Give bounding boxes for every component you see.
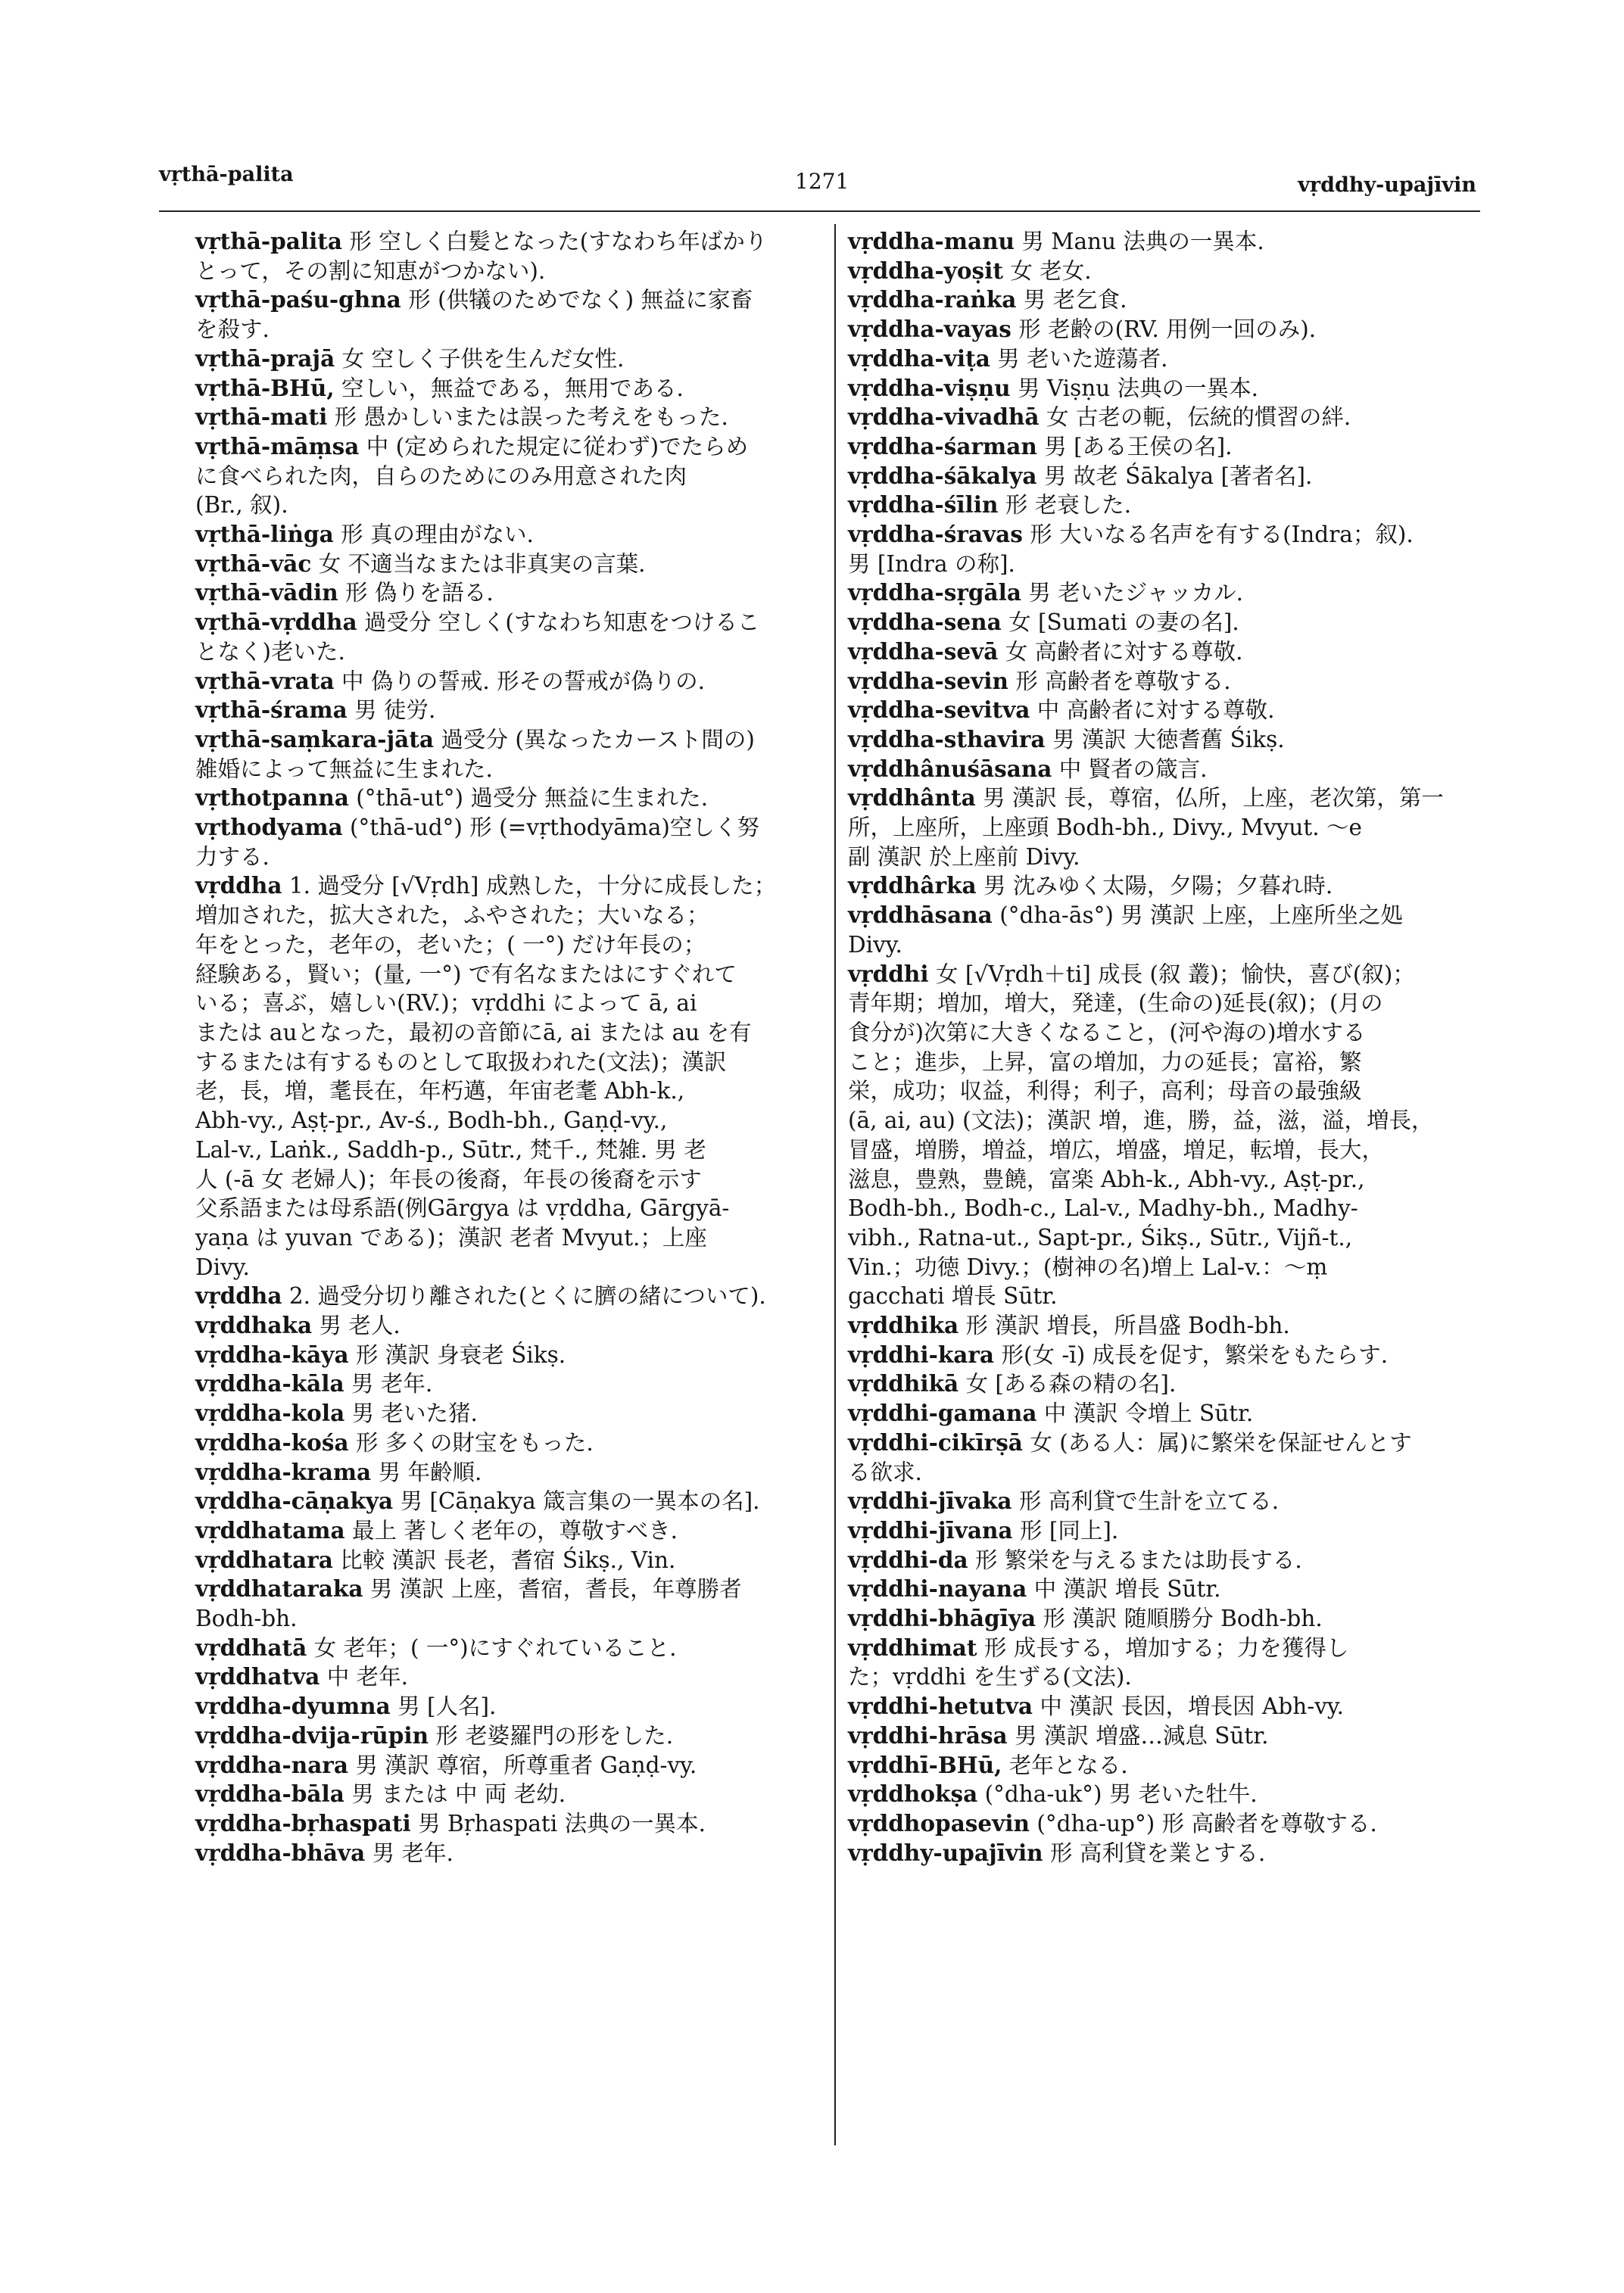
dictionary-entry <box>195 1721 824 1751</box>
definition-text: 男 老いたジャッカル. <box>1028 580 1244 606</box>
definition-text: 男 Bṛhaspati 法典の一異本. <box>418 1810 706 1837</box>
dictionary-entry <box>848 960 1480 1311</box>
definition-text: (°dha-ās°) 男 漢訳 上座，上座所坐之処 <box>999 902 1404 929</box>
headword: vṛddhī-BHū, <box>848 1751 1002 1778</box>
headword: vṛddha-kośa <box>195 1428 349 1456</box>
definition-text: (°thā-ud°) 形 (=vṛthodyāma)空しく努 <box>350 815 759 841</box>
definition-text: 女 不適当なまたは非真実の言葉. <box>318 550 646 577</box>
definition-text: 女 [Sumati の妻の名]. <box>1008 609 1239 636</box>
headword: vṛddha-śarman <box>848 432 1037 460</box>
headword: vṛddhi <box>848 960 929 987</box>
headword: vṛthā-vādin <box>195 579 338 606</box>
definition-text: 1. 過受分 [√Vṛdh] 成熟した，十分に成長した； <box>288 873 777 899</box>
definition-text: 男 Manu 法典の一異本. <box>1021 229 1264 254</box>
definition-text: 形 [同上]. <box>1019 1517 1119 1544</box>
definition-text: 中 高齢者に対する尊敬. <box>1036 697 1275 724</box>
definition-text: 形 漢訳 随順勝分 Bodh-bh. <box>1043 1606 1323 1632</box>
dictionary-entry <box>195 344 824 374</box>
dictionary-entry <box>848 257 1480 286</box>
dictionary-entry <box>195 1341 824 1370</box>
definition-continuation: Vin.；功徳 Divy.；(樹神の名)増上 Lal-v.：～ṃ <box>848 1254 1328 1280</box>
definition-continuation: 人 (-ā 女 老婦人)；年長の後裔，年長の後裔を示す <box>195 1166 702 1192</box>
headword: vṛddhopasevin <box>848 1809 1030 1837</box>
definition-text: 男 漢訳 増盛…減息 Sūtr. <box>1015 1722 1269 1749</box>
definition-text: 形(女 -ī) 成長を促す，繁栄をもたらす. <box>1001 1341 1389 1368</box>
definition-text: 男 老年. <box>351 1371 433 1397</box>
definition-continuation: 男 [Indra の称]. <box>848 550 1015 577</box>
definition-continuation: Bodh-bh. <box>195 1606 298 1632</box>
dictionary-entry <box>195 1575 824 1633</box>
headword: vṛthā-liṅga <box>195 521 334 548</box>
dictionary-entry <box>848 1311 1480 1341</box>
definition-text: 形 (供犠のためでなく) 無益に家畜 <box>408 287 753 313</box>
definition-text: 形 漢訳 増長，所昌盛 Bodh-bh. <box>965 1313 1290 1339</box>
definition-continuation: 力する. <box>195 843 270 870</box>
definition-text: 形 空しく白髪となった(すなわち年ばかり <box>349 229 768 254</box>
definition-text: 女 [ある森の精の名]. <box>965 1371 1177 1397</box>
headword: vṛthā-BHū, <box>195 374 335 401</box>
definition-text: 空しい，無益である，無用である. <box>341 375 684 401</box>
definition-text: 形 高利貸で生計を立てる. <box>1018 1488 1280 1515</box>
definition-continuation: こと；進歩，上昇，富の増加，力の延長；富裕，繁 <box>848 1048 1362 1075</box>
headword: vṛddhârka <box>848 872 977 899</box>
definition-continuation: 所，上座所，上座頭 Bodh-bh., Divy., Mvyut. ～e <box>848 815 1362 841</box>
headword: vṛthā-prajā <box>195 344 335 372</box>
definition-text: 男 漢訳 尊宿，所尊重者 Gaṇḍ-vy. <box>355 1752 697 1778</box>
dictionary-entry <box>848 578 1480 608</box>
headword: vṛddha-viṣṇu <box>848 374 1011 401</box>
dictionary-entry <box>848 432 1480 462</box>
definition-continuation: Bodh-bh., Bodh-c., Lal-v., Madhy-bh., Madhy- <box>848 1195 1358 1222</box>
definition-text: 過受分 (異なったカースト間の) <box>441 726 755 752</box>
headword: vṛddhimat <box>848 1634 977 1661</box>
dictionary-entry <box>195 1369 824 1399</box>
definition-text: 中 漢訳 長因，増長因 Abh-vy. <box>1040 1693 1344 1720</box>
definition-text: 男 Viṣṇu 法典の一異本. <box>1018 375 1258 401</box>
headword: vṛddha-manu <box>848 228 1015 254</box>
headword: vṛddhokṣa <box>848 1781 978 1808</box>
definition-text: 形 成長する，増加する；力を獲得し <box>983 1634 1349 1661</box>
dictionary-entry <box>848 1634 1480 1692</box>
headword: vṛddha-śravas <box>848 521 1023 548</box>
dictionary-entry <box>848 1399 1480 1428</box>
definition-continuation: vibh., Ratna-ut., Sapt-pr., Śikṣ., Sūtr., Vijñ-t., <box>848 1224 1353 1251</box>
dictionary-entry <box>195 1487 824 1516</box>
definition-continuation: 青年期；増加，増大，発達，(生命の)延長(叙)；(月の <box>848 990 1383 1017</box>
definition-text: 男 漢訳 上座，耆宿，耆長，年尊勝者 <box>369 1576 742 1603</box>
headword: vṛddha-raṅka <box>848 286 1017 313</box>
dictionary-entry <box>848 608 1480 637</box>
definition-text: 男 老いた猪. <box>351 1400 478 1427</box>
dictionary-entry <box>195 1399 824 1428</box>
definition-text: 比較 漢訳 長老，耆宿 Śikṣ., Vin. <box>340 1547 676 1573</box>
headword: vṛddha-bāla <box>195 1781 344 1808</box>
headword: vṛddha-sṛgāla <box>848 579 1021 606</box>
definition-text: 形 多くの財宝をもった. <box>355 1429 594 1456</box>
headword: vṛddhânuśāsana <box>848 755 1052 782</box>
running-head <box>159 155 1476 201</box>
dictionary-entry <box>195 1634 824 1663</box>
headword: vṛddha-bhāva <box>195 1839 366 1866</box>
headword: vṛddhaka <box>195 1312 313 1339</box>
headword: vṛddhi-jīvaka <box>848 1488 1012 1515</box>
definition-continuation: Divy. <box>848 931 902 958</box>
right-column <box>848 227 1480 1868</box>
definition-text: 男 老年. <box>372 1840 454 1866</box>
definition-continuation: Abh-vy., Aṣṭ-pr., Av-ś., Bodh-bh., Gaṇḍ-vy., <box>195 1108 668 1134</box>
definition-text: 男 故老 Śākalya [著者名]. <box>1043 463 1313 489</box>
headword: vṛddha <box>195 872 282 899</box>
definition-text: 男 または 中 両 老幼. <box>351 1781 566 1808</box>
dictionary-entry <box>848 1751 1480 1781</box>
headword: vṛthā-māṃsa <box>195 432 360 460</box>
dictionary-entry <box>195 432 824 520</box>
definition-continuation: 食分が)次第に大きくなること，(河や海の)増水する <box>848 1019 1366 1045</box>
dictionary-entry <box>195 1311 824 1341</box>
definition-text: 過受分 空しく(すなわち知恵をつけるこ <box>364 609 760 636</box>
left-column <box>195 227 824 1868</box>
headword: vṛddhi-nayana <box>848 1575 1027 1603</box>
definition-text: 形 繁栄を与えるまたは助長する. <box>974 1547 1302 1573</box>
headword: vṛddhi-jīvana <box>848 1516 1013 1544</box>
headword: vṛthā-vāc <box>195 550 312 577</box>
definition-continuation: 父系語または母系語(例Gārgya は vṛddha, Gārgyā- <box>195 1195 730 1222</box>
dictionary-entry <box>195 784 824 813</box>
definition-continuation: 滋息，豊熟，豊饒，富楽 Abh-k., Abh-vy., Aṣṭ-pr., <box>848 1166 1365 1192</box>
definition-continuation: た；vṛddhi を生ずる(文法). <box>848 1664 1132 1690</box>
headword: vṛddhânta <box>848 784 976 812</box>
dictionary-entry <box>848 637 1480 667</box>
dictionary-entry <box>848 1692 1480 1721</box>
definition-text: 中 漢訳 令増上 Sūtr. <box>1043 1400 1254 1427</box>
definition-text: 中 (定められた規定に従わず)でたらめ <box>366 433 749 460</box>
right-guideword: vṛddhy-upajīvin <box>1298 173 1476 197</box>
definition-continuation: 栄，成功；収益，利得；利子，高利；母音の最強級 <box>848 1078 1362 1104</box>
headword: vṛddha <box>195 1282 282 1310</box>
left-guideword: vṛthā-palita <box>159 163 294 186</box>
definition-continuation: に食べられた肉，自らのためにのみ用意された肉 <box>195 463 687 489</box>
definition-continuation: る欲求. <box>848 1459 922 1485</box>
dictionary-entry <box>848 1546 1480 1575</box>
headword: vṛddha-kāla <box>195 1370 344 1397</box>
dictionary-entry <box>848 374 1480 403</box>
headword: vṛthā-paśu-ghna <box>195 286 401 313</box>
dictionary-entry <box>195 1751 824 1781</box>
dictionary-entry <box>195 871 824 1282</box>
dictionary-entry <box>848 403 1480 432</box>
definition-text: 中 賢者の箴言. <box>1058 756 1208 782</box>
headword: vṛddha-dvija-rūpin <box>195 1721 429 1749</box>
dictionary-entry <box>848 755 1480 784</box>
definition-text: 2. 過受分切り離された(とくに臍の緒について). <box>288 1283 766 1310</box>
definition-text: 形 偽りを語る. <box>345 580 494 606</box>
dictionary-entry <box>195 1839 824 1868</box>
dictionary-entry <box>848 871 1480 901</box>
headword: vṛddhatara <box>195 1546 333 1573</box>
definition-continuation: 経験ある，賢い；(量, 一°) で有名なまたはにすぐれて <box>195 961 737 987</box>
dictionary-entry <box>195 667 824 696</box>
headword: vṛddhi-kara <box>848 1341 995 1368</box>
dictionary-entry <box>195 725 824 784</box>
headword: vṛddha-nara <box>195 1751 348 1778</box>
dictionary-entry <box>195 550 824 579</box>
headword: vṛddhi-cikīrṣā <box>848 1428 1023 1456</box>
headword: vṛddhi-gamana <box>848 1400 1037 1427</box>
dictionary-entry <box>848 725 1480 755</box>
definition-text: 形 高利貸を業とする. <box>1050 1840 1266 1866</box>
definition-text: 形 真の理由がない. <box>341 522 534 548</box>
dictionary-entry <box>195 227 824 285</box>
dictionary-entry <box>195 578 824 608</box>
definition-continuation: 年をとった，老年の，老いた；( 一°) だけ年長の； <box>195 931 706 958</box>
definition-text: (°thā-ut°) 過受分 無益に生まれた. <box>356 785 709 812</box>
definition-text: 老年となる. <box>1008 1752 1128 1778</box>
definition-text: 中 老年. <box>326 1664 409 1690</box>
headword: vṛthā-palita <box>195 228 343 254</box>
definition-continuation: 冒盛，増勝，増益，増広，増盛，増足，転増，長大， <box>848 1136 1385 1163</box>
dictionary-entry <box>848 696 1480 725</box>
headword: vṛddha-krama <box>195 1458 372 1485</box>
dictionary-entry <box>848 1516 1480 1546</box>
headword: vṛddhataraka <box>195 1575 363 1603</box>
definition-text: 形 高齢者を尊敬する. <box>1015 668 1231 694</box>
dictionary-entry <box>848 1575 1480 1604</box>
headword: vṛddha-cāṇakya <box>195 1488 394 1515</box>
headword: vṛddhi-hetutva <box>848 1693 1033 1720</box>
definition-text: 女 古老の軛，伝統的慣習の絆. <box>1046 404 1351 431</box>
definition-text: 女 老女. <box>1010 257 1092 284</box>
dictionary-entry <box>195 1692 824 1721</box>
definition-text: 女 空しく子供を生んだ女性. <box>341 345 625 372</box>
definition-continuation: 老，長，増，耄長在，年朽邁，年宙老耄 Abh-k., <box>195 1078 685 1104</box>
headword: vṛddha-sthavira <box>848 725 1046 752</box>
headword: vṛthotpanna <box>195 784 349 812</box>
headword: vṛddhāsana <box>848 902 993 929</box>
headword: vṛddhy-upajīvin <box>848 1839 1043 1866</box>
definition-text: 男 年齢順. <box>378 1459 482 1485</box>
headword: vṛddha-śākalya <box>848 462 1037 489</box>
headword: vṛthā-vṛddha <box>195 609 357 636</box>
definition-continuation: yaṇa は yuvan である)；漢訳 老者 Mvyut.；上座 <box>195 1224 707 1251</box>
dictionary-entry <box>195 285 824 344</box>
dictionary-entry <box>848 491 1480 520</box>
definition-text: 形 老衰した. <box>1005 492 1132 519</box>
dictionary-entry <box>195 608 824 666</box>
column-divider <box>834 224 836 2145</box>
definition-continuation: とって，その割に知恵がつかない). <box>195 257 546 284</box>
headword: vṛthā-mati <box>195 403 328 431</box>
headword: vṛthā-vrata <box>195 667 335 694</box>
definition-text: 男 [ある王侯の名]. <box>1044 433 1233 460</box>
headword: vṛddha-sevin <box>848 667 1008 694</box>
definition-text: 男 沈みゆく太陽，夕陽；夕暮れ時. <box>983 873 1333 899</box>
definition-text: 女 (ある人：属)に繁栄を保証せんとす <box>1030 1429 1412 1456</box>
headword: vṛddha-sena <box>848 609 1002 636</box>
definition-text: 最上 著しく老年の，尊敬すべき. <box>351 1517 678 1544</box>
headword: vṛthodyama <box>195 814 343 841</box>
dictionary-entry <box>195 520 824 550</box>
headword: vṛddhi-da <box>848 1546 968 1573</box>
headword: vṛthā-saṃkara-jāta <box>195 725 435 752</box>
headword: vṛddha-vivadhā <box>848 403 1040 431</box>
headword: vṛddhika <box>848 1312 959 1339</box>
dictionary-entry <box>848 1369 1480 1399</box>
definition-text: (°dha-up°) 形 高齢者を尊敬する. <box>1036 1810 1377 1837</box>
headword: vṛddha-sevitva <box>848 696 1030 724</box>
dictionary-entry <box>195 1458 824 1488</box>
dictionary-entry <box>848 1839 1480 1868</box>
definition-continuation: を殺す. <box>195 316 270 343</box>
headword: vṛddhikā <box>848 1370 959 1397</box>
definition-continuation: (ā, ai, au) (文法)；漢訳 増，進，勝，益，滋，溢，増長， <box>848 1108 1434 1134</box>
headword: vṛddha-bṛhaspati <box>195 1809 411 1837</box>
dictionary-entry <box>848 901 1480 959</box>
definition-text: 形 老齢の(RV. 用例一回のみ). <box>1018 316 1317 343</box>
headword: vṛddhatama <box>195 1516 345 1544</box>
definition-continuation: いる；喜ぶ，嬉しい(RV.)；vṛddhi によって ā, ai <box>195 990 697 1017</box>
definition-text: 中 偽りの誓戒. 形その誓戒が偽りの. <box>341 668 706 694</box>
definition-continuation: となく)老いた. <box>195 638 345 665</box>
dictionary-entry <box>848 667 1480 696</box>
dictionary-entry <box>848 1604 1480 1634</box>
dictionary-entry <box>195 403 824 432</box>
dictionary-entry <box>848 1487 1480 1516</box>
definition-text: 形 老婆羅門の形をした. <box>435 1722 674 1749</box>
headword: vṛthā-śrama <box>195 696 348 724</box>
dictionary-entry <box>195 813 824 871</box>
dictionary-entry <box>848 784 1480 871</box>
definition-text: 男 漢訳 大徳耆舊 Śikṣ. <box>1052 726 1285 752</box>
headword: vṛddhatā <box>195 1634 307 1661</box>
dictionary-entry <box>195 1809 824 1839</box>
definition-text: 女 高齢者に対する尊敬. <box>1005 638 1243 665</box>
headword: vṛddha-dyumna <box>195 1693 391 1720</box>
definition-continuation: gacchati 増長 Sūtr. <box>848 1283 1058 1310</box>
headword: vṛddha-viṭa <box>848 344 990 372</box>
dictionary-entry <box>195 1428 824 1458</box>
definition-text: 男 漢訳 長，尊宿，仏所，上座，老次第，第一 <box>983 785 1444 812</box>
headword: vṛddha-sevā <box>848 637 999 665</box>
headword: vṛddhi-hrāsa <box>848 1721 1008 1749</box>
dictionary-entry <box>195 1780 824 1809</box>
definition-text: 形 大いなる名声を有する(Indra；叙). <box>1030 522 1414 548</box>
dictionary-entry <box>848 1341 1480 1370</box>
dictionary-entry <box>848 462 1480 491</box>
definition-continuation: (Br., 叙). <box>195 492 288 519</box>
definition-text: 形 愚かしいまたは誤った考えをもった. <box>334 404 728 431</box>
definition-continuation: するまたは有するものとして取扱われた(文法)；漢訳 <box>195 1048 727 1075</box>
definition-text: 女 [√Vṛdh＋ti] 成長 (叙 叢)；愉快，喜び(叙)； <box>935 961 1415 987</box>
headword: vṛddhi-bhāgīya <box>848 1605 1036 1632</box>
dictionary-entry <box>195 374 824 403</box>
definition-continuation: Divy. <box>195 1254 250 1280</box>
dictionary-entry <box>848 1721 1480 1751</box>
definition-text: 男 老人. <box>319 1313 401 1339</box>
headword: vṛddha-kola <box>195 1400 345 1427</box>
dictionary-entry <box>848 1780 1480 1809</box>
definition-continuation: 増加された，拡大された，ふやされた；大いなる； <box>195 902 709 929</box>
header-rule <box>159 210 1480 212</box>
headword: vṛddha-kāya <box>195 1341 349 1368</box>
dictionary-entry <box>848 520 1480 578</box>
definition-text: (°dha-uk°) 男 老いた牡牛. <box>984 1781 1258 1808</box>
definition-text: 形 漢訳 身衰老 Śikṣ. <box>355 1341 566 1368</box>
dictionary-entry <box>195 696 824 725</box>
definition-text: 男 [Cāṇakya 箴言集の一異本の名]. <box>400 1488 760 1515</box>
dictionary-entry <box>848 1809 1480 1839</box>
dictionary-entry <box>195 1516 824 1546</box>
page-number: 1271 <box>795 169 849 194</box>
definition-text: 男 徒労. <box>354 697 436 724</box>
headword: vṛddhatva <box>195 1663 320 1690</box>
dictionary-entry <box>195 1662 824 1692</box>
definition-text: 男 老乞食. <box>1023 287 1127 313</box>
headword: vṛddha-śīlin <box>848 491 999 519</box>
dictionary-entry <box>195 1282 824 1311</box>
dictionary-entry <box>195 1546 824 1575</box>
definition-continuation: 副 漢訳 於上座前 Divy. <box>848 843 1080 870</box>
definition-continuation: Lal-v., Laṅk., Saddh-p., Sūtr., 梵千., 梵雑. 男 老 <box>195 1136 706 1163</box>
dictionary-entry <box>848 227 1480 257</box>
headword: vṛddha-vayas <box>848 316 1011 343</box>
definition-text: 女 老年；( 一°)にすぐれていること. <box>313 1634 677 1661</box>
definition-text: 男 [人名]. <box>397 1693 497 1720</box>
dictionary-entry <box>848 285 1480 315</box>
dictionary-entry <box>848 1428 1480 1487</box>
definition-continuation: 雑婚によって無益に生まれた. <box>195 756 493 782</box>
dictionary-entry <box>848 344 1480 374</box>
headword: vṛddha-yoṣit <box>848 257 1004 284</box>
definition-continuation: または auとなった，最初の音節にā, ai または au を有 <box>195 1019 752 1045</box>
dictionary-entry <box>848 315 1480 344</box>
definition-text: 男 老いた遊蕩者. <box>997 345 1168 372</box>
definition-text: 中 漢訳 増長 Sūtr. <box>1033 1576 1221 1603</box>
